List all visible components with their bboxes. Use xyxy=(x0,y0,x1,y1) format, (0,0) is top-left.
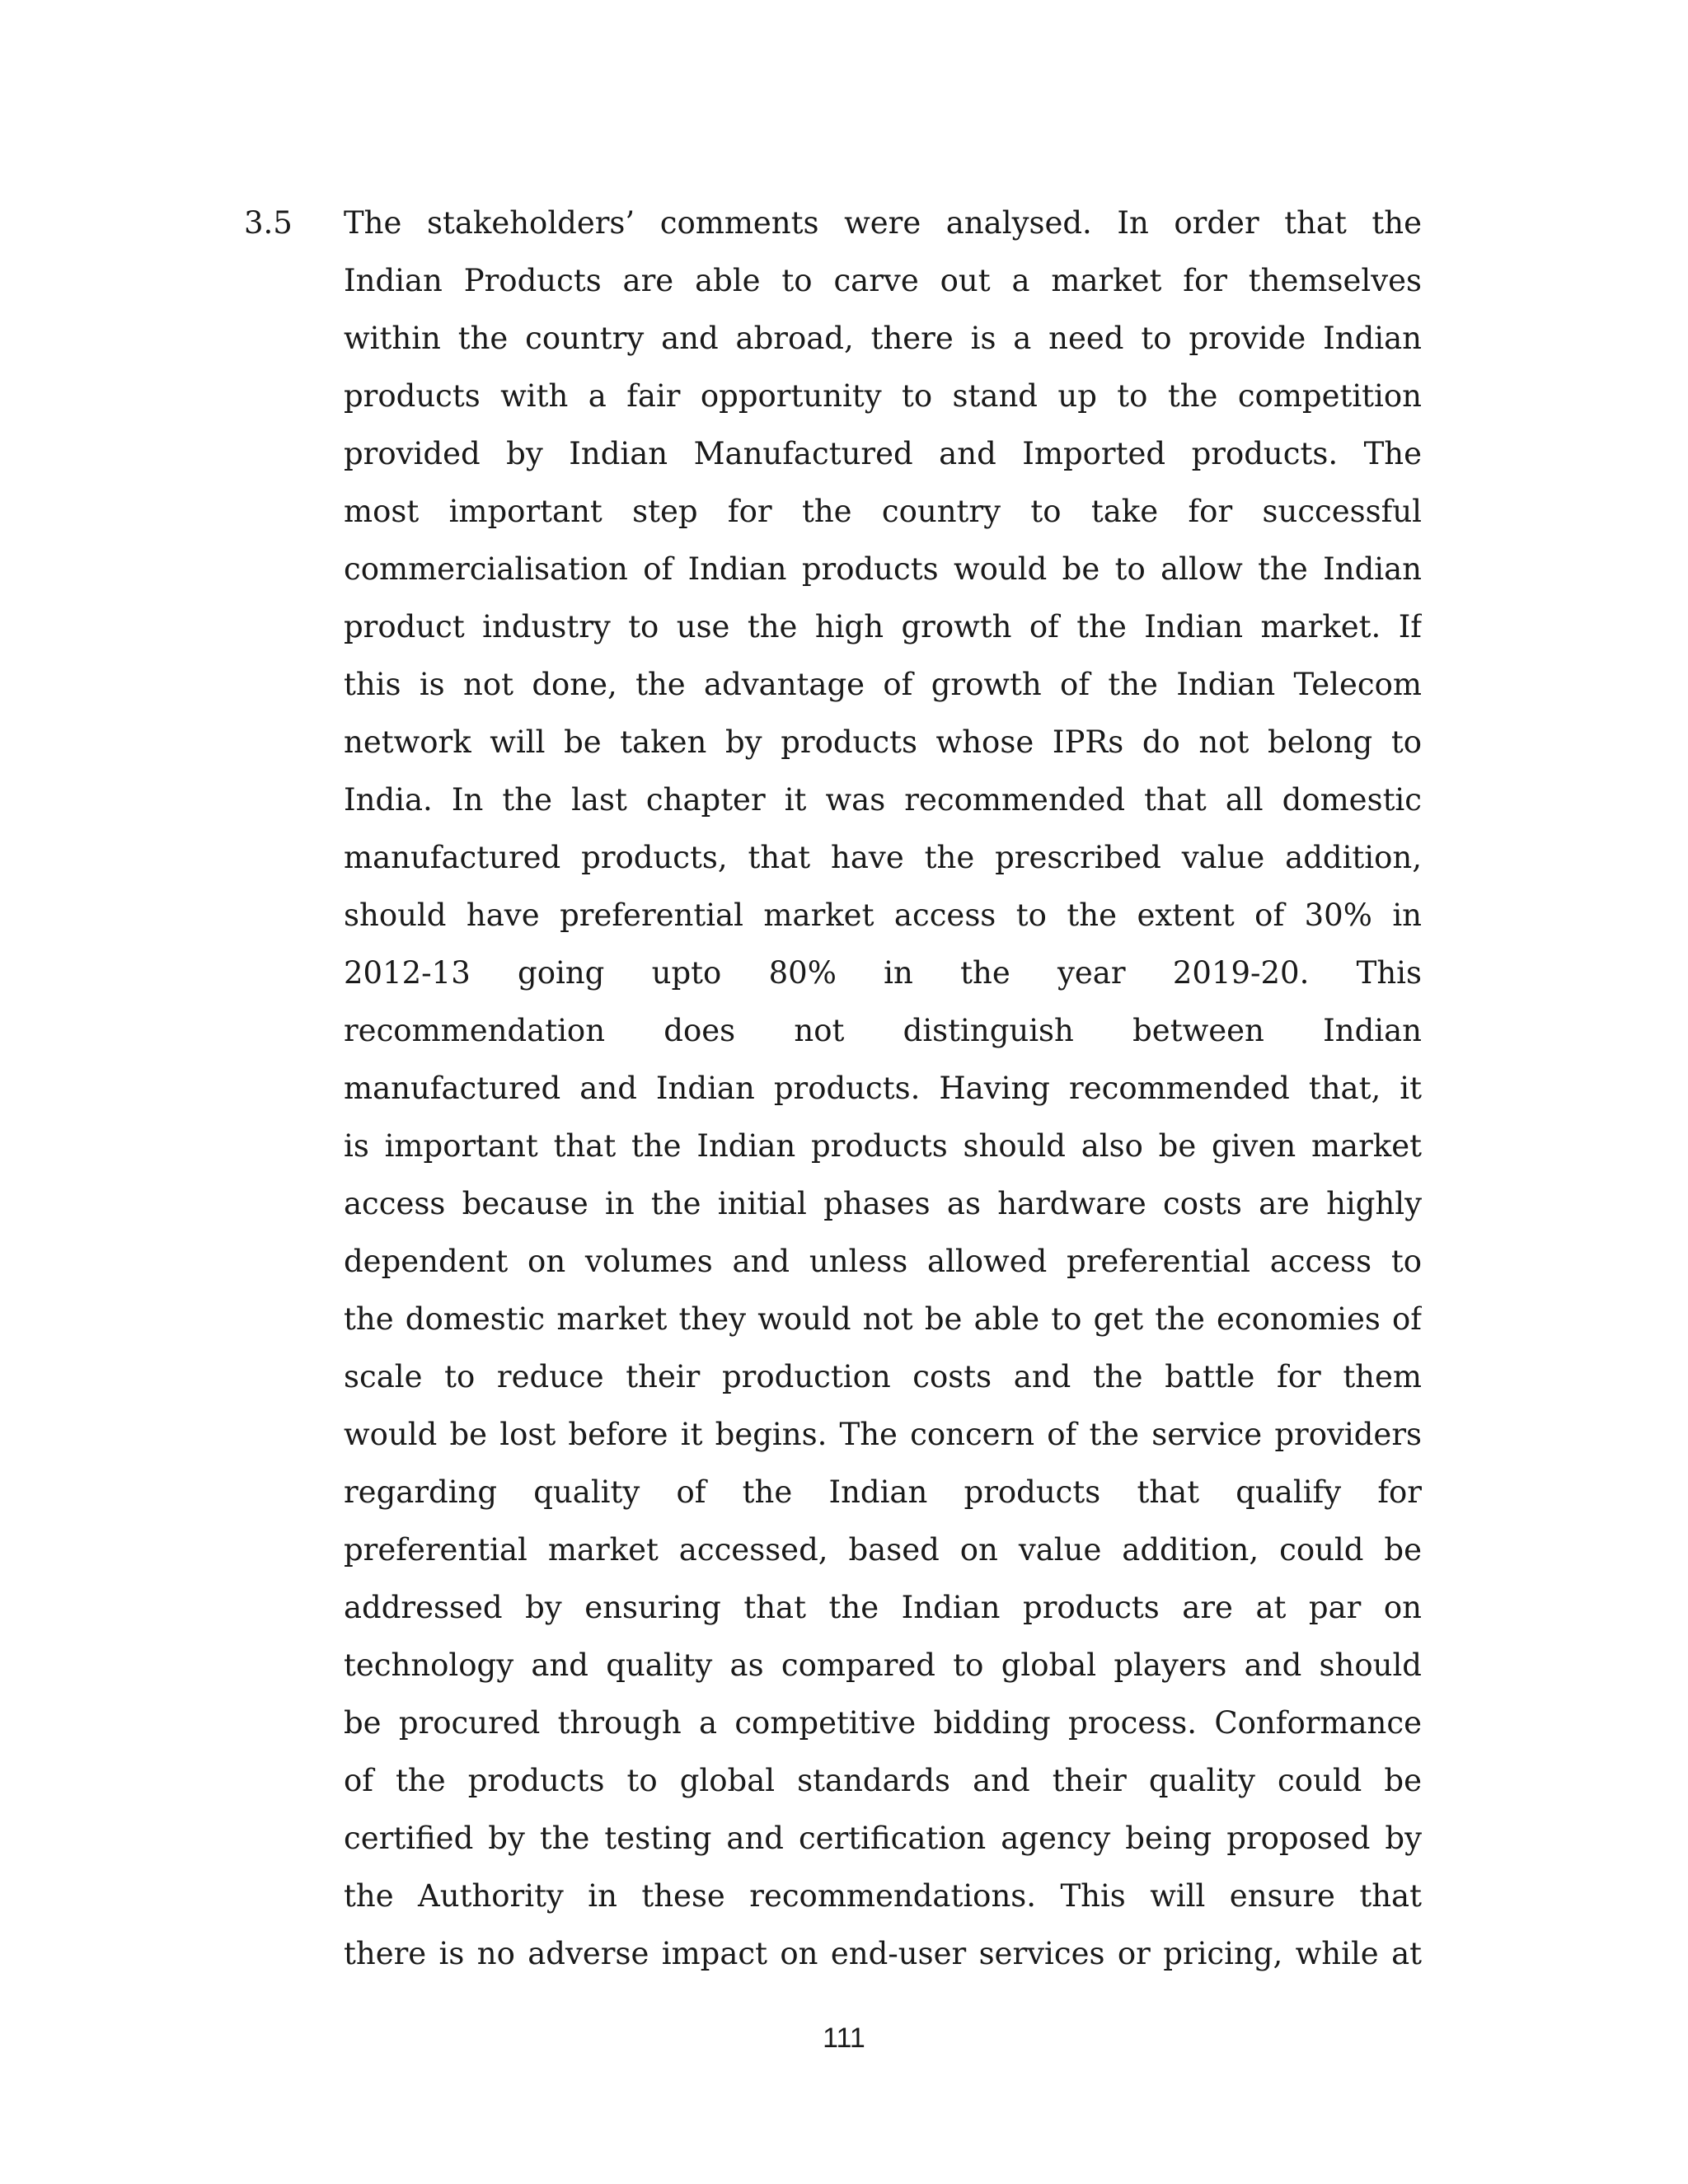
paragraph-line: The stakeholders’ comments were analysed. In order that the xyxy=(344,205,1422,241)
paragraph-line: there is no adverse impact on end-user services or pricing, while at xyxy=(344,1936,1422,1971)
paragraph-line: should have preferential market access to the extent of 30% in xyxy=(344,898,1422,933)
paragraph-line: recommendation does not distinguish between Indian xyxy=(344,1013,1422,1048)
paragraph-line: most important step for the country to take for successful xyxy=(344,494,1422,529)
paragraph-line: technology and quality as compared to global players and should xyxy=(344,1647,1422,1683)
paragraph-line: addressed by ensuring that the Indian products are at par on xyxy=(344,1590,1422,1625)
paragraph-line: commercialisation of Indian products would be to allow the Indian xyxy=(344,551,1422,587)
paragraph-line: the domestic market they would not be able to get the economies of xyxy=(344,1301,1422,1337)
paragraph-line: this is not done, the advantage of growth of the Indian Telecom xyxy=(344,667,1422,702)
paragraph-line: be procured through a competitive bidding process. Conformance xyxy=(344,1705,1422,1741)
paragraph-line: dependent on volumes and unless allowed preferential access to xyxy=(344,1244,1422,1279)
paragraph-line: India. In the last chapter it was recommended that all domestic xyxy=(344,782,1422,818)
paragraph-line: scale to reduce their production costs and the battle for them xyxy=(344,1359,1422,1394)
paragraph-line: within the country and abroad, there is a need to provide Indian xyxy=(344,321,1422,356)
paragraph-line: regarding quality of the Indian products that qualify for xyxy=(344,1474,1422,1510)
paragraph-line: products with a fair opportunity to stand up to the competition xyxy=(344,378,1422,414)
paragraph-line: of the products to global standards and their quality could be xyxy=(344,1763,1422,1798)
paragraph-line: 2012-13 going upto 80% in the year 2019-20. This xyxy=(344,955,1422,991)
paragraph-body xyxy=(344,194,1422,1983)
paragraph-line: would be lost before it begins. The concern of the service providers xyxy=(344,1417,1422,1452)
paragraph-line: product industry to use the high growth of the Indian market. If xyxy=(344,609,1422,644)
paragraph-line: provided by Indian Manufactured and Imported products. The xyxy=(344,436,1422,471)
paragraph-line: manufactured and Indian products. Having recommended that, it xyxy=(344,1071,1422,1106)
paragraph-line: access because in the initial phases as hardware costs are highly xyxy=(344,1186,1422,1221)
paragraph-line: the Authority in these recommendations. This will ensure that xyxy=(344,1878,1422,1914)
paragraph-line: Indian Products are able to carve out a market for themselves xyxy=(344,263,1422,298)
page-number: 111 xyxy=(823,2022,865,2054)
paragraph-line: is important that the Indian products should also be given market xyxy=(344,1128,1422,1164)
paragraph-number: 3.5 xyxy=(244,205,293,241)
paragraph-line: manufactured products, that have the prescribed value addition, xyxy=(344,840,1422,875)
paragraph-line: certified by the testing and certification agency being proposed by xyxy=(344,1821,1422,1856)
paragraph-line: network will be taken by products whose IPRs do not belong to xyxy=(344,724,1422,760)
paragraph-line: preferential market accessed, based on value addition, could be xyxy=(344,1532,1422,1568)
